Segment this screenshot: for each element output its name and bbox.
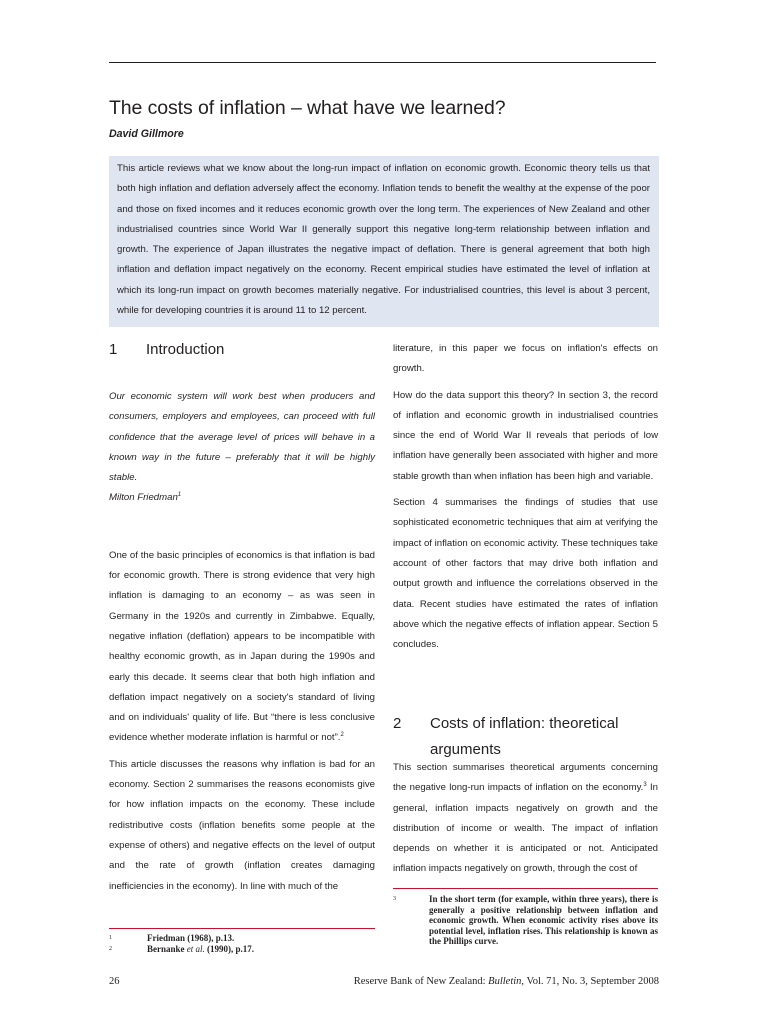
right-paragraph-1: literature, in this paper we focus on inflation's effects on growth.	[393, 343, 658, 375]
section-2-paragraph-1	[393, 758, 658, 880]
footnote-2-number: 2	[109, 946, 112, 952]
left-footnote-rule	[109, 928, 375, 929]
header-rule	[109, 62, 656, 63]
journal-citation	[354, 976, 659, 987]
section-1-heading	[109, 341, 224, 358]
footnote-2-ref: (1990), p.17.	[204, 944, 255, 954]
section-2-body	[393, 758, 658, 880]
abstract-text: This article reviews what we know about the long-run impact of inflation on economic growth. Economic theory tells us that both high inflation and deflation adversely affect the economy. Inflation tends to benefit the wealthy at the expense of the poor and those on fixed incomes and it reduces economic growth over the long term. The experiences of New Zealand and other industrialised countries since World War II generally support this negative long-term relationship between inflation and growth. The experience of Japan illustrates the negative impact of deflation. There is general agreement that both high inflation and deflation impact negatively on the economy. Recent empirical studies have estimated the level of inflation at which its long-run impact on growth becomes materially negative. For industrialised countries, this level is about 3 percent, while for developing countries it is around 11 to 12 percent.	[117, 163, 650, 317]
right-paragraph-3: Section 4 summarises the findings of studies that use sophisticated econometric techniques that aim at verifying the impact of inflation on economic activity. These techniques take account of other factors that may drive both inflation and output growth and influence the correlations observed in the data. Recent studies have estimated the rates of inflation above which the negative effects of inflation appear. Section 5 concludes.	[393, 497, 658, 651]
footnote-3	[393, 894, 658, 947]
journal-bulletin: Bulletin	[488, 976, 522, 987]
epigraph-attribution	[109, 488, 375, 508]
epigraph-quote: Our economic system will work best when producers and consumers, employers and employees, can proceed with full confidence that the average level of prices will behave in a known way in the future – preferably that it will be highly stable.	[109, 391, 375, 484]
right-column	[393, 339, 658, 655]
journal-name: Reserve Bank of New Zealand:	[353, 976, 489, 987]
section-2-paragraph-1-a: This section summarises theoretical arguments concerning the negative long-run impacts of inflation on the economy.	[393, 762, 658, 794]
abstract-box	[109, 156, 659, 327]
intro-paragraph-1-text: One of the basic principles of economics is that inflation is bad for economic growth. There is strong evidence that very high inflation is damaging to an economy – as was seen in Germany in the 1920s and currently in Zimbabwe. Equally, negative inflation (deflation) appears to be incompatible with healthy economic growth, as in Japan during the 1990s and early this decade. It seems clear that both high inflation and deflation impact negatively on a society's standard of living and on individuals' quality of life. But “there is less conclusive evidence whether moderate inflation is harmful or not”.	[109, 549, 375, 744]
intro-paragraph-2: This article discusses the reasons why inflation is bad for an economy. Section 2 summarises the reasons economists give for how inflation impacts on the economy. These include redistributive costs (inflation benefits some people at the expense of others) and negative effects on the level of output and the rate of growth (inflation creates damaging inefficiencies in the economy). In line with much of the	[109, 758, 375, 892]
section-2-paragraph-1-b: In general, inflation impacts negatively on growth and the distribution of income or wealth. The impact of inflation depends on whether it is anticipated or not. Anticipated inflation impacts negatively on growth, through the cost of	[393, 782, 658, 875]
footnote-2-author: Bernanke	[147, 944, 187, 954]
footnote-3-text: In the short term (for example, within three years), there is generally a positive relationship between inflation and economic growth. When economic activity rises above its potential level, inflation rises. This relationship is known as the Phillips curve.	[429, 894, 658, 946]
quote-author: Milton Friedman	[109, 492, 178, 504]
right-footnote-rule	[393, 888, 658, 889]
intro-paragraph-1	[109, 546, 375, 749]
footnote-1	[109, 933, 375, 944]
section-1-title: Introduction	[146, 341, 225, 358]
footnote-2	[109, 944, 375, 955]
footnote-3-number: 3	[393, 896, 396, 902]
section-2-title-line-2: arguments	[430, 741, 501, 758]
right-paragraph-2: How do the data support this theory? In section 3, the record of inflation and economic growth in industrialised countries since the end of World War II reveals that periods of low inflation have generally been associated with higher and more stable growth than when inflation has been high and variable.	[393, 389, 658, 482]
footnote-1-number: 1	[109, 935, 112, 941]
footnote-ref-1: 1	[177, 492, 182, 499]
section-2-number: 2	[393, 715, 402, 732]
article-author: David Gillmore	[109, 128, 184, 140]
journal-issue: , Vol. 71, No. 3, September 2008	[521, 976, 659, 987]
footnote-ref-2: 2	[340, 732, 344, 739]
section-1-number: 1	[109, 341, 118, 358]
left-column	[109, 387, 375, 897]
article-title: The costs of inflation – what have we learned?	[109, 97, 506, 119]
footnote-1-text: Friedman (1968), p.13.	[147, 933, 235, 943]
section-2-heading	[393, 711, 618, 763]
page-number: 26	[109, 976, 120, 987]
footnote-2-text	[147, 944, 254, 954]
footnote-ref-3: 3	[643, 782, 647, 789]
section-2-title-line-1: Costs of inflation: theoretical	[430, 715, 619, 732]
footnote-2-etal: et al.	[186, 944, 205, 954]
